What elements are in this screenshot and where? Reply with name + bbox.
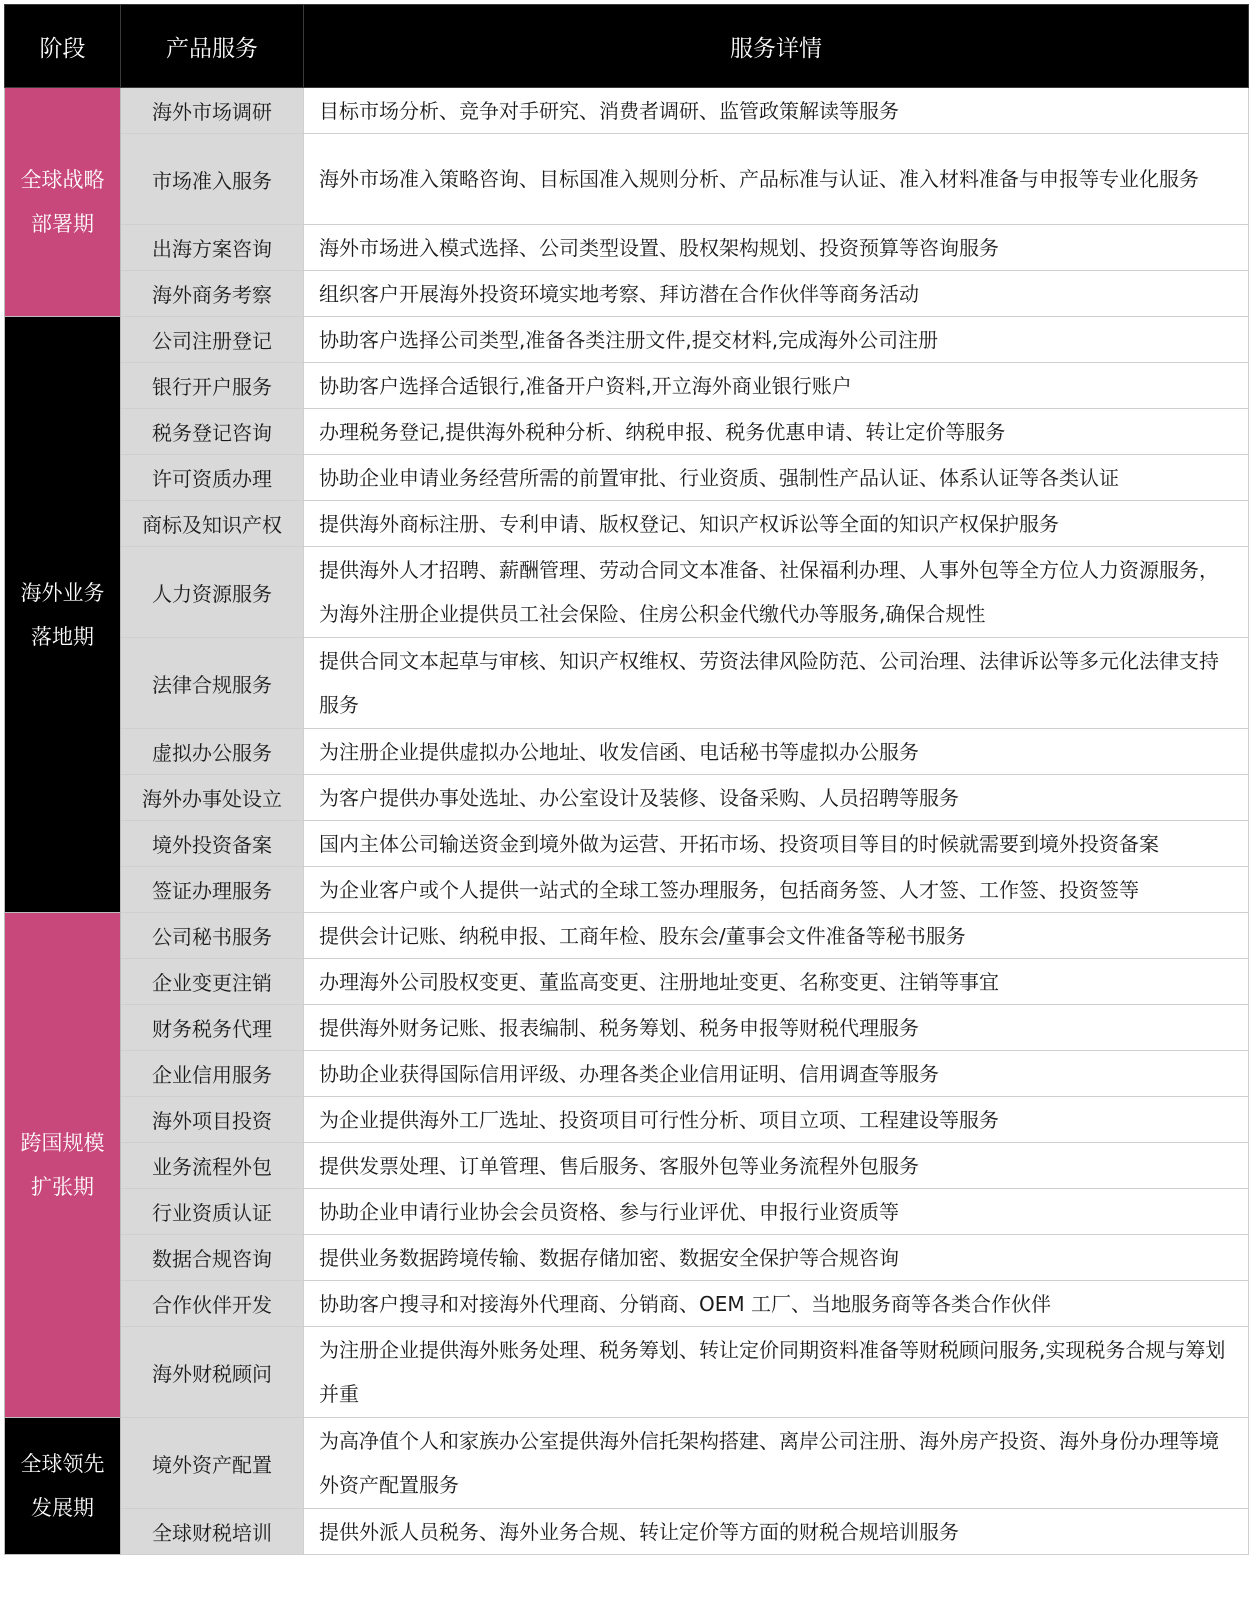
detail-cell: 为企业提供海外工厂选址、投资项目可行性分析、项目立项、工程建设等服务 [304, 1097, 1249, 1143]
table-row [5, 1327, 1249, 1418]
table-row [5, 455, 1249, 501]
table-row [5, 775, 1249, 821]
product-cell: 合作伙伴开发 [121, 1281, 304, 1327]
stage-cell [5, 913, 121, 1418]
detail-cell: 组织客户开展海外投资环境实地考察、拜访潜在合作伙伴等商务活动 [304, 271, 1249, 317]
table-body [5, 88, 1249, 1555]
product-cell: 海外市场调研 [121, 88, 304, 134]
table-row [5, 1281, 1249, 1327]
table-row [5, 271, 1249, 317]
stage-label-line: 全球战略 [20, 168, 105, 192]
product-cell: 公司秘书服务 [121, 913, 304, 959]
table-row [5, 501, 1249, 547]
stage-cell [5, 88, 121, 317]
table-row [5, 88, 1249, 134]
table-header-row [5, 5, 1249, 88]
stage-label-line: 发展期 [31, 1496, 94, 1520]
product-cell: 全球财税培训 [121, 1509, 304, 1555]
table-row [5, 959, 1249, 1005]
table-row [5, 1097, 1249, 1143]
detail-cell: 协助企业申请行业协会会员资格、参与行业评优、申报行业资质等 [304, 1189, 1249, 1235]
table-row [5, 1051, 1249, 1097]
detail-cell: 提供合同文本起草与审核、知识产权维权、劳资法律风险防范、公司治理、法律诉讼等多元化法律支持服务 [304, 638, 1249, 729]
product-cell: 法律合规服务 [121, 638, 304, 729]
detail-cell: 办理税务登记,提供海外税种分析、纳税申报、税务优惠申请、转让定价等服务 [304, 409, 1249, 455]
stage-cell [5, 317, 121, 913]
service-table [4, 4, 1249, 1555]
stage-label-line: 全球领先 [20, 1452, 105, 1476]
detail-cell: 为注册企业提供虚拟办公地址、收发信函、电话秘书等虚拟办公服务 [304, 729, 1249, 775]
detail-cell: 提供业务数据跨境传输、数据存储加密、数据安全保护等合规咨询 [304, 1235, 1249, 1281]
service-table-container [4, 4, 1249, 1555]
product-cell: 财务税务代理 [121, 1005, 304, 1051]
product-cell: 企业变更注销 [121, 959, 304, 1005]
product-cell: 行业资质认证 [121, 1189, 304, 1235]
product-cell: 虚拟办公服务 [121, 729, 304, 775]
table-row [5, 409, 1249, 455]
product-cell: 海外项目投资 [121, 1097, 304, 1143]
detail-cell: 协助客户选择合适银行,准备开户资料,开立海外商业银行账户 [304, 363, 1249, 409]
product-cell: 业务流程外包 [121, 1143, 304, 1189]
detail-cell: 协助客户选择公司类型,准备各类注册文件,提交材料,完成海外公司注册 [304, 317, 1249, 363]
detail-cell: 为企业客户或个人提供一站式的全球工签办理服务，包括商务签、人才签、工作签、投资签等 [304, 867, 1249, 913]
table-row [5, 1189, 1249, 1235]
detail-cell: 协助企业获得国际信用评级、办理各类企业信用证明、信用调查等服务 [304, 1051, 1249, 1097]
table-row [5, 547, 1249, 638]
detail-cell: 为客户提供办事处选址、办公室设计及装修、设备采购、人员招聘等服务 [304, 775, 1249, 821]
detail-cell: 海外市场进入模式选择、公司类型设置、股权架构规划、投资预算等咨询服务 [304, 225, 1249, 271]
table-row [5, 1418, 1249, 1509]
stage-label-line: 跨国规模 [20, 1131, 105, 1155]
table-row [5, 1143, 1249, 1189]
product-cell: 银行开户服务 [121, 363, 304, 409]
header-stage: 阶段 [5, 5, 121, 88]
table-row [5, 1005, 1249, 1051]
product-cell: 商标及知识产权 [121, 501, 304, 547]
table-row [5, 317, 1249, 363]
product-cell: 境外投资备案 [121, 821, 304, 867]
table-row [5, 134, 1249, 225]
detail-cell: 国内主体公司输送资金到境外做为运营、开拓市场、投资项目等目的时候就需要到境外投资备案 [304, 821, 1249, 867]
stage-label-line: 扩张期 [31, 1175, 94, 1199]
detail-cell: 为注册企业提供海外账务处理、税务筹划、转让定价同期资料准备等财税顾问服务,实现税务合规与筹划并重 [304, 1327, 1249, 1418]
detail-cell: 提供外派人员税务、海外业务合规、转让定价等方面的财税合规培训服务 [304, 1509, 1249, 1555]
product-cell: 公司注册登记 [121, 317, 304, 363]
table-row [5, 729, 1249, 775]
header-product: 产品服务 [121, 5, 304, 88]
header-detail: 服务详情 [304, 5, 1249, 88]
detail-cell: 协助客户搜寻和对接海外代理商、分销商、OEM 工厂、当地服务商等各类合作伙伴 [304, 1281, 1249, 1327]
product-cell: 海外办事处设立 [121, 775, 304, 821]
product-cell: 境外资产配置 [121, 1418, 304, 1509]
product-cell: 许可资质办理 [121, 455, 304, 501]
product-cell: 数据合规咨询 [121, 1235, 304, 1281]
detail-cell: 提供海外人才招聘、薪酬管理、劳动合同文本准备、社保福利办理、人事外包等全方位人力资源服务，为海外注册企业提供员工社会保险、住房公积金代缴代办等服务,确保合规性 [304, 547, 1249, 638]
stage-label-line: 部署期 [31, 212, 94, 236]
table-row [5, 638, 1249, 729]
product-cell: 市场准入服务 [121, 134, 304, 225]
product-cell: 出海方案咨询 [121, 225, 304, 271]
detail-cell: 提供海外财务记账、报表编制、税务筹划、税务申报等财税代理服务 [304, 1005, 1249, 1051]
table-row [5, 913, 1249, 959]
product-cell: 签证办理服务 [121, 867, 304, 913]
detail-cell: 提供海外商标注册、专利申请、版权登记、知识产权诉讼等全面的知识产权保护服务 [304, 501, 1249, 547]
table-row [5, 1235, 1249, 1281]
detail-cell: 提供会计记账、纳税申报、工商年检、股东会/董事会文件准备等秘书服务 [304, 913, 1249, 959]
product-cell: 税务登记咨询 [121, 409, 304, 455]
table-row [5, 363, 1249, 409]
product-cell: 企业信用服务 [121, 1051, 304, 1097]
detail-cell: 目标市场分析、竞争对手研究、消费者调研、监管政策解读等服务 [304, 88, 1249, 134]
detail-cell: 提供发票处理、订单管理、售后服务、客服外包等业务流程外包服务 [304, 1143, 1249, 1189]
detail-cell: 为高净值个人和家族办公室提供海外信托架构搭建、离岸公司注册、海外房产投资、海外身份办理等境外资产配置服务 [304, 1418, 1249, 1509]
detail-cell: 协助企业申请业务经营所需的前置审批、行业资质、强制性产品认证、体系认证等各类认证 [304, 455, 1249, 501]
table-row [5, 225, 1249, 271]
stage-label-line: 落地期 [31, 624, 94, 649]
product-cell: 海外财税顾问 [121, 1327, 304, 1418]
table-row [5, 1509, 1249, 1555]
table-row [5, 867, 1249, 913]
detail-cell: 办理海外公司股权变更、董监高变更、注册地址变更、名称变更、注销等事宜 [304, 959, 1249, 1005]
product-cell: 海外商务考察 [121, 271, 304, 317]
product-cell: 人力资源服务 [121, 547, 304, 638]
stage-cell [5, 1418, 121, 1555]
table-row [5, 821, 1249, 867]
detail-cell: 海外市场准入策略咨询、目标国准入规则分析、产品标准与认证、准入材料准备与申报等专业化服务 [304, 134, 1249, 225]
stage-label-line: 海外业务 [20, 580, 105, 605]
